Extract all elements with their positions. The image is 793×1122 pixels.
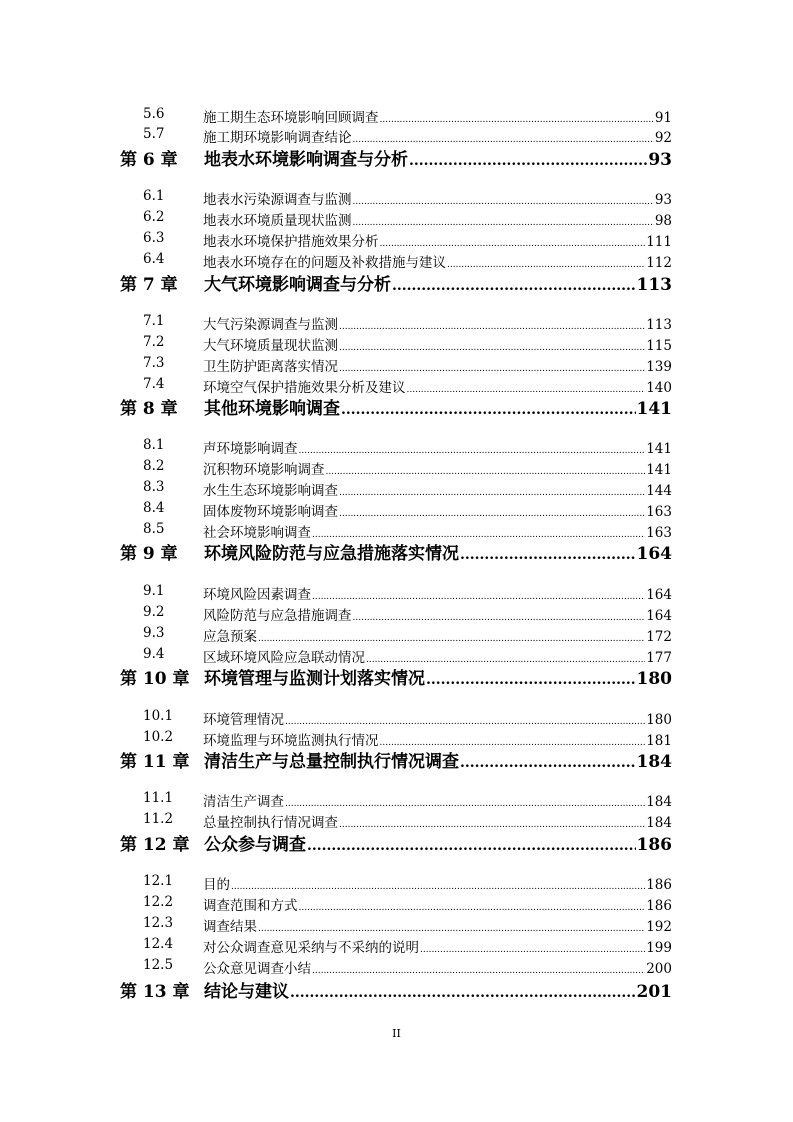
toc-entry-title: 水生生态环境影响调查 <box>203 483 338 499</box>
toc-entry-page: 177 <box>646 650 672 666</box>
toc-dot-leader <box>339 322 645 332</box>
toc-entry-title: 固体废物环境影响调查 <box>203 504 338 520</box>
toc-entry-number: 第 10 章 <box>120 669 190 689</box>
toc-entry-title: 环境风险防范与应急措施落实情况 <box>204 544 459 564</box>
toc-dot-leader <box>258 924 645 934</box>
toc-entry-page: 112 <box>646 255 672 271</box>
toc-dot-leader <box>447 260 645 270</box>
toc-entry-page: 115 <box>646 338 672 354</box>
toc-dot-leader <box>460 755 636 771</box>
toc-entry-number: 6.4 <box>143 251 165 267</box>
toc-entry-number: 12.2 <box>143 894 174 910</box>
toc-entry-page: 186 <box>646 898 672 914</box>
toc-dot-leader <box>339 343 645 353</box>
toc-entry-title: 环境空气保护措施效果分析及建议 <box>203 380 406 396</box>
toc-entry-title: 地表水环境保护措施效果分析 <box>203 234 379 250</box>
toc-entry-title: 结论与建议 <box>204 982 289 1002</box>
toc-dot-leader <box>420 945 645 955</box>
toc-entry-number: 7.3 <box>143 355 165 371</box>
toc-entry-title: 对公众调查意见采纳与不采纳的说明 <box>203 940 419 956</box>
toc-entry-number: 第 7 章 <box>120 275 178 295</box>
toc-entry-number: 11.2 <box>143 811 174 827</box>
toc-entry-page: 184 <box>646 815 672 831</box>
toc-entry-number: 12.4 <box>143 936 174 952</box>
toc-dot-leader <box>353 197 654 207</box>
toc-dot-leader <box>339 509 645 519</box>
toc-dot-leader <box>380 239 646 249</box>
toc-dot-leader <box>341 402 636 418</box>
toc-dot-leader <box>380 115 654 125</box>
toc-dot-leader <box>285 717 645 727</box>
toc-entry-title: 调查结果 <box>203 919 257 935</box>
toc-entry-page: 180 <box>646 712 672 728</box>
toc-entry-title: 地表水环境存在的问题及补救措施与建议 <box>203 255 446 271</box>
toc-entry-title: 其他环境影响调查 <box>204 399 340 419</box>
toc-entry-number: 8.4 <box>143 500 165 516</box>
toc-entry-page: 111 <box>646 234 672 250</box>
toc-dot-leader <box>312 966 645 976</box>
toc-entry-page: 93 <box>654 192 672 208</box>
toc-entry-page: 141 <box>636 399 672 419</box>
toc-entry-page: 199 <box>646 940 672 956</box>
toc-entry-number: 8.1 <box>143 437 165 453</box>
toc-entry-page: 93 <box>648 150 672 170</box>
toc-entry-title: 清洁生产调查 <box>203 794 284 810</box>
toc-entry-page: 113 <box>646 317 672 333</box>
toc-entry-number: 11.1 <box>143 790 174 806</box>
toc-dot-leader <box>231 882 645 892</box>
toc-entry-title: 环境监理与环境监测执行情况 <box>203 733 379 749</box>
toc-dot-leader <box>409 153 647 169</box>
toc-entry-number: 7.2 <box>143 334 165 350</box>
toc-entry-page: 141 <box>646 462 672 478</box>
toc-entry-title: 调查范围和方式 <box>203 898 298 914</box>
toc-entry-title: 环境风险因素调查 <box>203 587 311 603</box>
toc-entry-page: 139 <box>646 359 672 375</box>
toc-entry-number: 9.1 <box>143 583 165 599</box>
toc-entry-page: 192 <box>646 919 672 935</box>
toc-entry-number: 6.3 <box>143 230 165 246</box>
toc-entry-number: 8.2 <box>143 458 165 474</box>
toc-entry-number: 9.3 <box>143 625 165 641</box>
toc-entry-number: 7.1 <box>143 313 165 329</box>
toc-entry-number: 12.3 <box>143 915 174 931</box>
toc-entry-number: 9.2 <box>143 604 165 620</box>
toc-dot-leader <box>460 547 636 563</box>
toc-entry-page: 92 <box>654 130 672 146</box>
toc-entry-number: 第 9 章 <box>120 544 178 564</box>
toc-entry-title: 环境管理情况 <box>203 712 284 728</box>
toc-dot-leader <box>339 820 645 830</box>
toc-dot-leader <box>326 467 646 477</box>
toc-entry-number: 9.4 <box>143 646 165 662</box>
toc-entry-page: 200 <box>646 961 672 977</box>
toc-entry-page: 186 <box>636 835 672 855</box>
toc-entry-number: 5.7 <box>143 126 165 142</box>
toc-entry-page: 141 <box>646 441 672 457</box>
toc-entry-number: 第 13 章 <box>120 982 190 1002</box>
toc-entry-title: 社会环境影响调查 <box>203 525 311 541</box>
toc-entry-number: 7.4 <box>143 376 165 392</box>
toc-entry-title: 声环境影响调查 <box>203 441 298 457</box>
toc-dot-leader <box>353 218 654 228</box>
toc-entry-title: 地表水污染源调查与监测 <box>203 192 352 208</box>
toc-entry-page: 164 <box>646 608 672 624</box>
toc-dot-leader <box>307 838 636 854</box>
toc-entry-number: 6.1 <box>143 188 165 204</box>
toc-entry-page: 184 <box>636 752 672 772</box>
toc-dot-leader <box>339 488 645 498</box>
toc-entry-title: 地表水环境影响调查与分析 <box>204 150 408 170</box>
toc-entry-title: 目的 <box>203 877 230 893</box>
toc-entry-title: 沉积物环境影响调查 <box>203 462 325 478</box>
toc-entry-page: 91 <box>654 110 672 126</box>
toc-entry-page: 186 <box>646 877 672 893</box>
toc-entry-title: 公众参与调查 <box>204 835 306 855</box>
toc-entry-page: 201 <box>636 982 672 1002</box>
toc-entry-page: 184 <box>646 794 672 810</box>
toc-entry-title: 应急预案 <box>203 629 257 645</box>
toc-entry-number: 6.2 <box>143 209 165 225</box>
toc-dot-leader <box>426 672 636 688</box>
toc-entry-title: 大气环境影响调查与分析 <box>204 275 391 295</box>
toc-dot-leader <box>290 985 636 1001</box>
toc-dot-leader <box>299 903 646 913</box>
toc-entry-number: 12.5 <box>143 957 174 973</box>
toc-entry-number: 12.1 <box>143 873 174 889</box>
toc-entry-number: 第 6 章 <box>120 150 178 170</box>
toc-dot-leader <box>258 634 645 644</box>
toc-entry-title: 大气环境质量现状监测 <box>203 338 338 354</box>
toc-entry-number: 第 12 章 <box>120 835 190 855</box>
toc-entry-page: 164 <box>636 544 672 564</box>
toc-entry-number: 8.5 <box>143 521 165 537</box>
toc-entry-page: 163 <box>646 504 672 520</box>
toc-entry-number: 第 8 章 <box>120 399 178 419</box>
toc-entry-number: 8.3 <box>143 479 165 495</box>
toc-dot-leader <box>312 592 645 602</box>
toc-entry-title: 地表水环境质量现状监测 <box>203 213 352 229</box>
toc-entry-page: 98 <box>654 213 672 229</box>
toc-entry-page: 180 <box>636 669 672 689</box>
toc-dot-leader <box>299 446 646 456</box>
toc-entry-page: 172 <box>646 629 672 645</box>
toc-entry-title: 风险防范与应急措施调查 <box>203 608 352 624</box>
toc-entry-number: 5.6 <box>143 106 165 122</box>
toc-entry-title: 总量控制执行情况调查 <box>203 815 338 831</box>
toc-entry-title: 清洁生产与总量控制执行情况调查 <box>204 752 459 772</box>
toc-entry-title: 大气污染源调查与监测 <box>203 317 338 333</box>
toc-entry-number: 10.1 <box>143 708 174 724</box>
toc-entry-page: 140 <box>646 380 672 396</box>
toc-dot-leader <box>339 364 645 374</box>
toc-entry-page: 144 <box>646 483 672 499</box>
toc-entry-page: 163 <box>646 525 672 541</box>
toc-entry-title: 施工期环境影响调查结论 <box>203 130 352 146</box>
toc-entry-number: 第 11 章 <box>120 752 190 772</box>
toc-entry-title: 环境管理与监测计划落实情况 <box>204 669 425 689</box>
page-number-footer: II <box>392 1027 401 1040</box>
toc-entry-title: 卫生防护距离落实情况 <box>203 359 338 375</box>
toc-dot-leader <box>353 135 654 145</box>
toc-entry-page: 164 <box>646 587 672 603</box>
toc-dot-leader <box>285 799 645 809</box>
toc-entry-page: 181 <box>646 733 672 749</box>
toc-entry-page: 113 <box>636 275 672 295</box>
toc-dot-leader <box>353 613 646 623</box>
toc-entry-title: 公众意见调查小结 <box>203 961 311 977</box>
toc-entry-number: 10.2 <box>143 729 174 745</box>
toc-dot-leader <box>392 278 636 294</box>
toc-entry-title: 施工期生态环境影响回顾调查 <box>203 110 379 126</box>
toc-entry-title: 区域环境风险应急联动情况 <box>203 650 365 666</box>
